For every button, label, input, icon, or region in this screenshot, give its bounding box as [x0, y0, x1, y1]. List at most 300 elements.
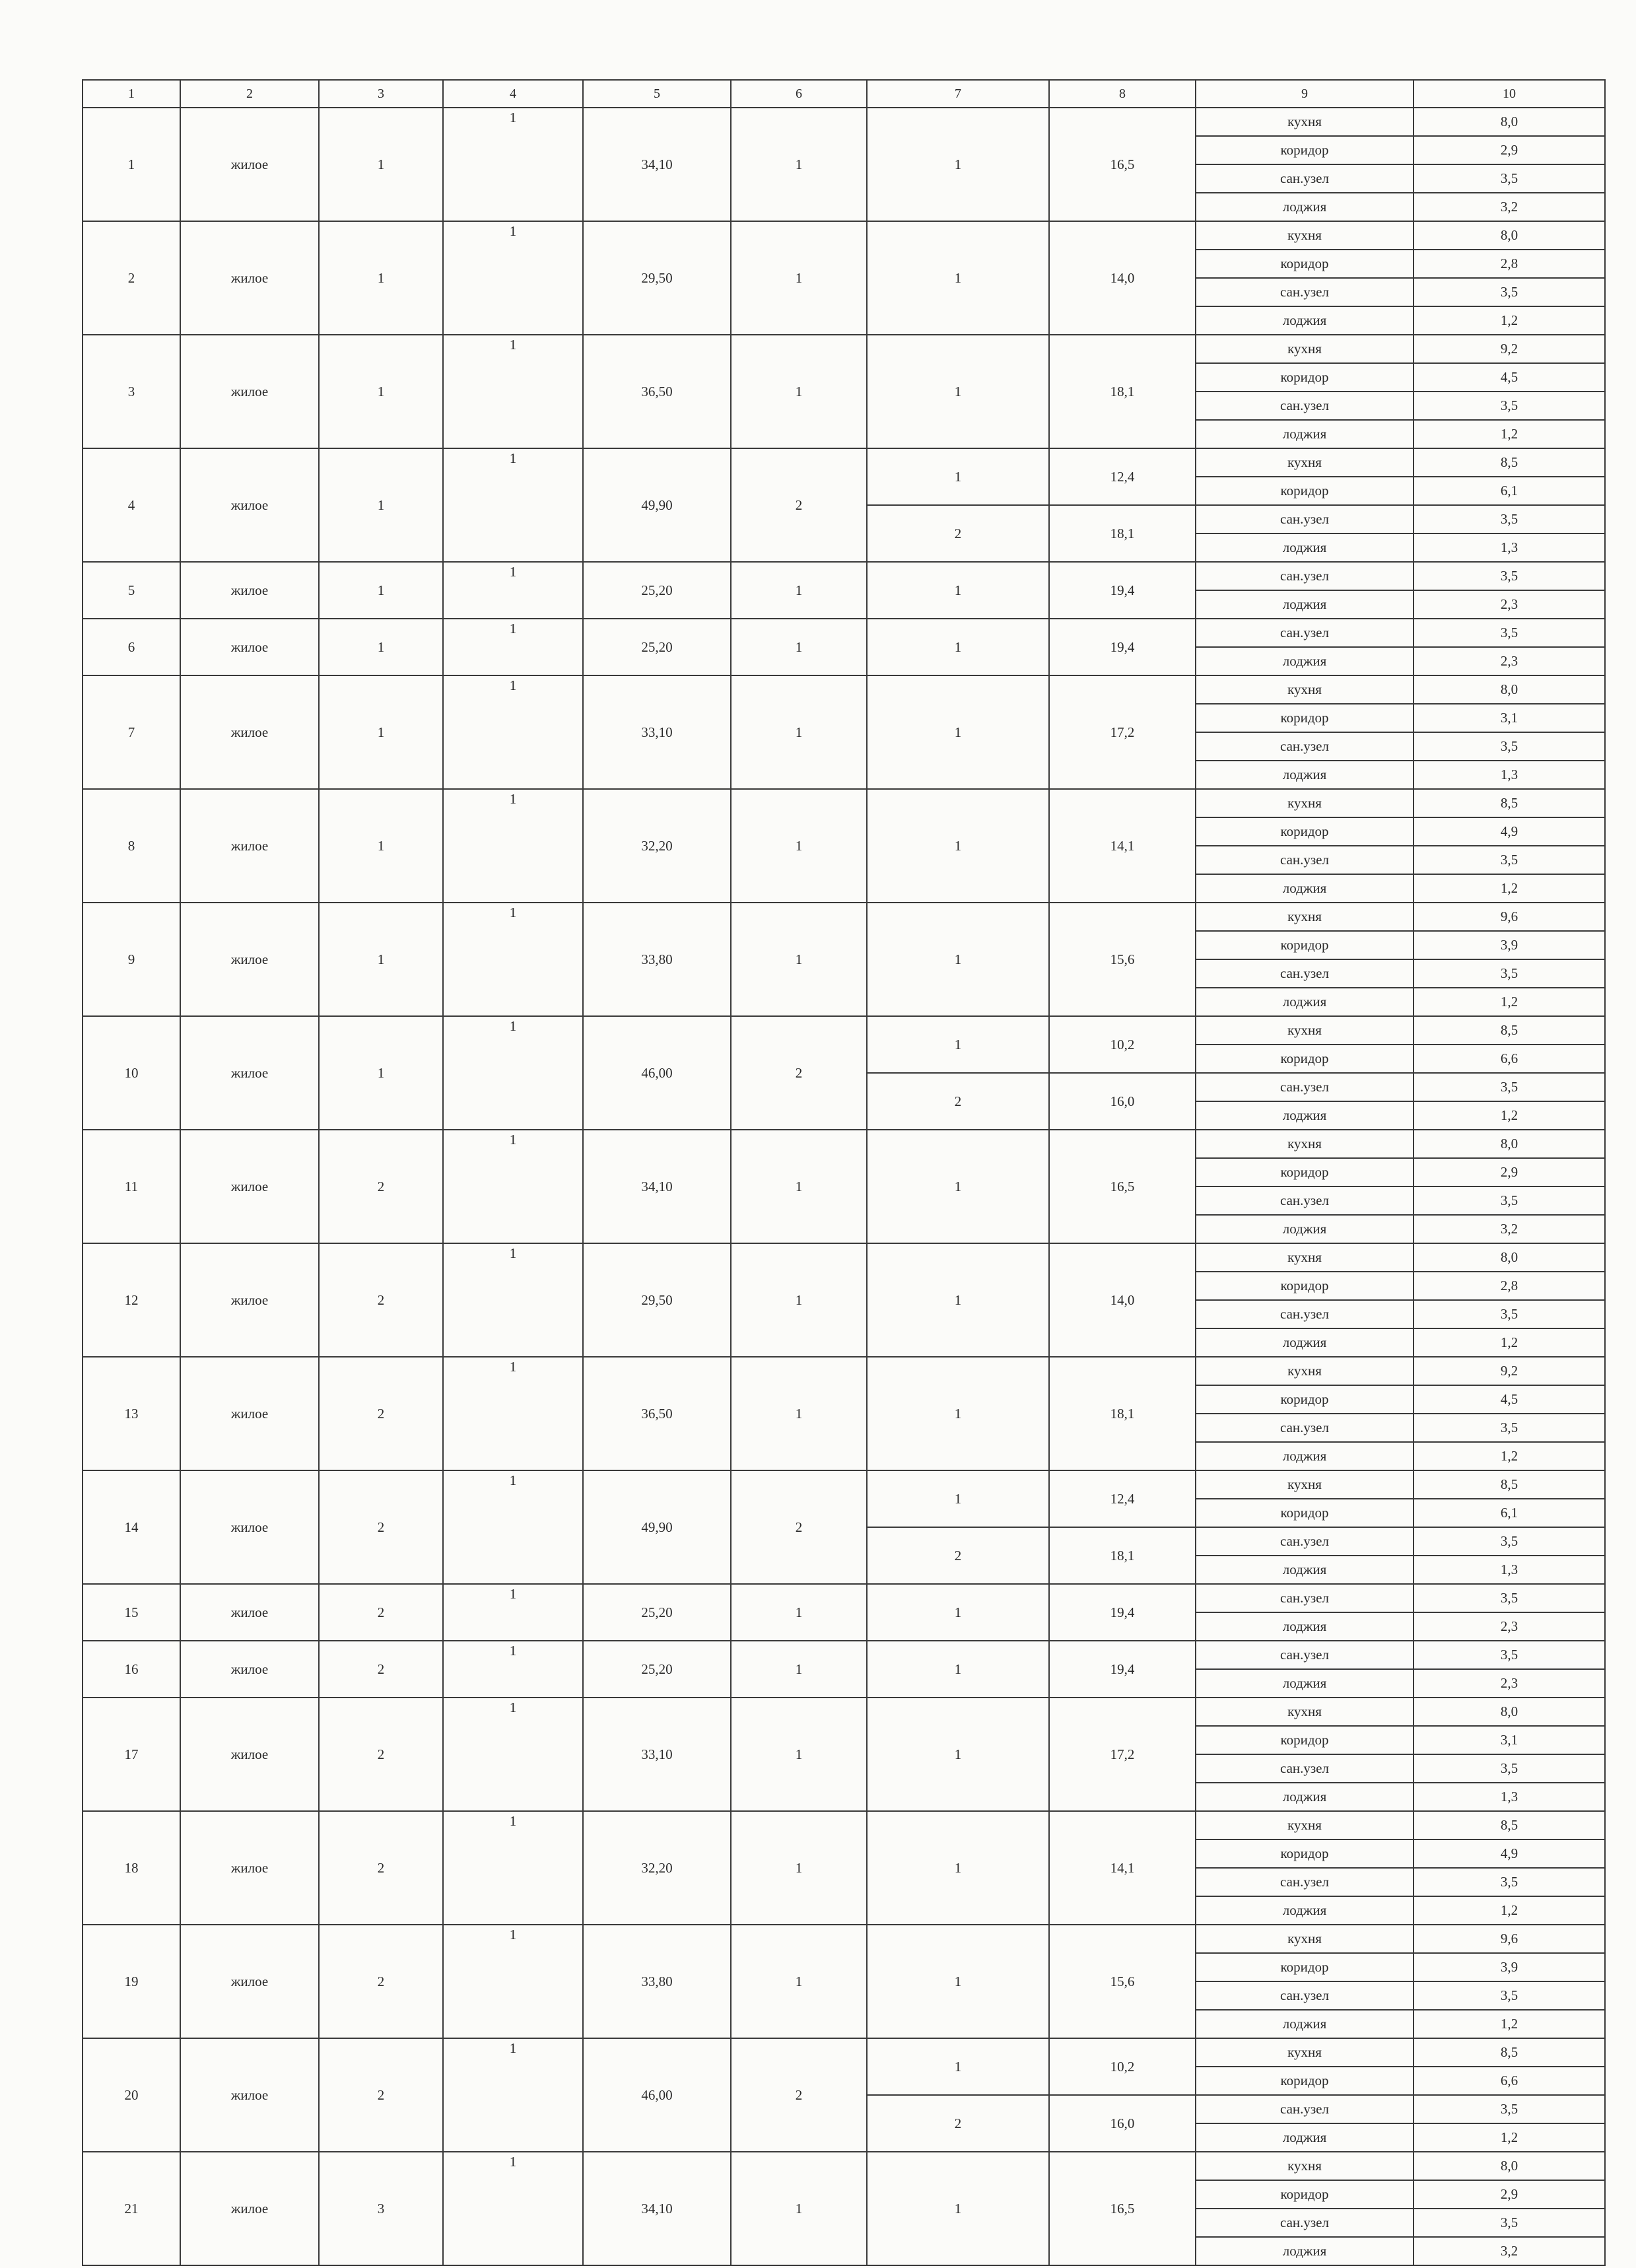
room-area: 19,4 — [1049, 1641, 1196, 1698]
room-number: 1 — [867, 1641, 1049, 1698]
total-area: 49,90 — [583, 1470, 731, 1584]
auxiliary-room-area: 8,0 — [1414, 1698, 1605, 1726]
table-row — [83, 903, 1605, 931]
premises-type: жилое — [180, 562, 319, 619]
apartment-number: 9 — [83, 903, 180, 1016]
room-count: 1 — [731, 221, 867, 335]
auxiliary-room-area: 3,5 — [1414, 1073, 1605, 1101]
room-count: 1 — [731, 1130, 867, 1243]
apartment-number: 5 — [83, 562, 180, 619]
auxiliary-room-name: лоджия — [1196, 1612, 1414, 1641]
table-row — [83, 1130, 1605, 1158]
column-3-value: 1 — [319, 619, 443, 675]
room-number: 1 — [867, 108, 1049, 221]
table-row — [83, 335, 1605, 363]
auxiliary-room-area: 6,6 — [1414, 1045, 1605, 1073]
auxiliary-room-area: 3,9 — [1414, 1953, 1605, 1981]
room-area: 18,1 — [1049, 335, 1196, 448]
auxiliary-room-area: 6,1 — [1414, 477, 1605, 505]
room-number: 1 — [867, 1584, 1049, 1641]
column-4-value: 1 — [443, 1641, 583, 1698]
auxiliary-room-name: лоджия — [1196, 1328, 1414, 1357]
column-4-value: 1 — [443, 1584, 583, 1641]
auxiliary-room-area: 3,9 — [1414, 931, 1605, 959]
auxiliary-room-area: 2,8 — [1414, 1272, 1605, 1300]
apartment-number: 10 — [83, 1016, 180, 1130]
apartment-number: 19 — [83, 1925, 180, 2038]
auxiliary-room-name: кухня — [1196, 1811, 1414, 1839]
auxiliary-room-area: 8,5 — [1414, 448, 1605, 477]
room-count: 1 — [731, 1811, 867, 1925]
auxiliary-room-area: 8,5 — [1414, 1016, 1605, 1045]
auxiliary-room-area: 1,3 — [1414, 1783, 1605, 1811]
auxiliary-room-name: сан.узел — [1196, 846, 1414, 874]
auxiliary-room-name: лоджия — [1196, 1101, 1414, 1130]
auxiliary-room-area: 2,3 — [1414, 1612, 1605, 1641]
apartment-table-sheet — [82, 79, 1604, 2266]
auxiliary-room-area: 3,5 — [1414, 1414, 1605, 1442]
room-area: 16,5 — [1049, 108, 1196, 221]
table-row — [83, 221, 1605, 250]
room-count: 1 — [731, 789, 867, 903]
table-row — [83, 1243, 1605, 1272]
column-3-value: 1 — [319, 448, 443, 562]
total-area: 46,00 — [583, 2038, 731, 2152]
auxiliary-room-area: 3,5 — [1414, 1300, 1605, 1328]
auxiliary-room-area: 3,5 — [1414, 1527, 1605, 1556]
auxiliary-room-name: сан.узел — [1196, 392, 1414, 420]
apartment-number: 20 — [83, 2038, 180, 2152]
room-count: 1 — [731, 1584, 867, 1641]
room-number: 1 — [867, 221, 1049, 335]
auxiliary-room-area: 2,9 — [1414, 1158, 1605, 1186]
room-count: 1 — [731, 619, 867, 675]
column-number-10: 10 — [1414, 80, 1605, 108]
auxiliary-room-area: 3,5 — [1414, 562, 1605, 590]
column-number-7: 7 — [867, 80, 1049, 108]
auxiliary-room-area: 9,6 — [1414, 1925, 1605, 1953]
auxiliary-room-area: 4,5 — [1414, 1385, 1605, 1414]
premises-type: жилое — [180, 675, 319, 789]
table-row — [83, 1584, 1605, 1612]
table-row — [83, 1641, 1605, 1669]
auxiliary-room-area: 1,3 — [1414, 761, 1605, 789]
total-area: 29,50 — [583, 221, 731, 335]
column-3-value: 2 — [319, 2038, 443, 2152]
auxiliary-room-name: лоджия — [1196, 1783, 1414, 1811]
auxiliary-room-name: кухня — [1196, 448, 1414, 477]
auxiliary-room-name: коридор — [1196, 2180, 1414, 2209]
apartment-number: 21 — [83, 2152, 180, 2265]
premises-type: жилое — [180, 335, 319, 448]
total-area: 25,20 — [583, 1584, 731, 1641]
auxiliary-room-name: лоджия — [1196, 1215, 1414, 1243]
premises-type: жилое — [180, 221, 319, 335]
auxiliary-room-name: кухня — [1196, 903, 1414, 931]
auxiliary-room-name: сан.узел — [1196, 732, 1414, 761]
auxiliary-room-area: 1,2 — [1414, 2123, 1605, 2152]
room-number: 1 — [867, 1698, 1049, 1811]
total-area: 34,10 — [583, 2152, 731, 2265]
auxiliary-room-name: коридор — [1196, 1499, 1414, 1527]
total-area: 36,50 — [583, 335, 731, 448]
auxiliary-room-name: лоджия — [1196, 1442, 1414, 1470]
auxiliary-room-name: коридор — [1196, 1953, 1414, 1981]
auxiliary-room-name: кухня — [1196, 1470, 1414, 1499]
total-area: 32,20 — [583, 1811, 731, 1925]
room-number: 2 — [867, 1073, 1049, 1130]
column-3-value: 3 — [319, 2152, 443, 2265]
column-3-value: 1 — [319, 562, 443, 619]
apartment-number: 3 — [83, 335, 180, 448]
auxiliary-room-name: кухня — [1196, 1357, 1414, 1385]
apartment-number: 7 — [83, 675, 180, 789]
room-number: 1 — [867, 1130, 1049, 1243]
room-count: 2 — [731, 448, 867, 562]
auxiliary-room-area: 3,5 — [1414, 1641, 1605, 1669]
premises-type: жилое — [180, 448, 319, 562]
room-number: 1 — [867, 1925, 1049, 2038]
room-number: 1 — [867, 562, 1049, 619]
room-area: 14,1 — [1049, 789, 1196, 903]
room-number: 1 — [867, 335, 1049, 448]
auxiliary-room-area: 1,2 — [1414, 1101, 1605, 1130]
total-area: 49,90 — [583, 448, 731, 562]
column-number-8: 8 — [1049, 80, 1196, 108]
auxiliary-room-area: 3,5 — [1414, 164, 1605, 193]
room-area: 14,0 — [1049, 221, 1196, 335]
room-count: 2 — [731, 2038, 867, 2152]
total-area: 33,80 — [583, 903, 731, 1016]
auxiliary-room-area: 3,1 — [1414, 704, 1605, 732]
auxiliary-room-name: лоджия — [1196, 1556, 1414, 1584]
apartment-number: 14 — [83, 1470, 180, 1584]
auxiliary-room-name: сан.узел — [1196, 505, 1414, 533]
apartment-number: 8 — [83, 789, 180, 903]
auxiliary-room-area: 4,9 — [1414, 817, 1605, 846]
room-area: 15,6 — [1049, 903, 1196, 1016]
total-area: 46,00 — [583, 1016, 731, 1130]
auxiliary-room-name: лоджия — [1196, 988, 1414, 1016]
auxiliary-room-name: коридор — [1196, 136, 1414, 164]
room-count: 1 — [731, 562, 867, 619]
auxiliary-room-area: 1,2 — [1414, 306, 1605, 335]
auxiliary-room-name: кухня — [1196, 1243, 1414, 1272]
auxiliary-room-name: лоджия — [1196, 761, 1414, 789]
column-4-value: 1 — [443, 1357, 583, 1470]
auxiliary-room-name: коридор — [1196, 1385, 1414, 1414]
room-number: 2 — [867, 2095, 1049, 2152]
total-area: 25,20 — [583, 562, 731, 619]
column-4-value: 1 — [443, 562, 583, 619]
auxiliary-room-area: 2,3 — [1414, 590, 1605, 619]
column-4-value: 1 — [443, 1243, 583, 1357]
room-count: 1 — [731, 675, 867, 789]
room-number: 1 — [867, 448, 1049, 505]
auxiliary-room-name: коридор — [1196, 1272, 1414, 1300]
auxiliary-room-area: 3,5 — [1414, 2095, 1605, 2123]
premises-type: жилое — [180, 1584, 319, 1641]
room-count: 1 — [731, 1357, 867, 1470]
room-count: 1 — [731, 1698, 867, 1811]
premises-type: жилое — [180, 619, 319, 675]
column-3-value: 1 — [319, 108, 443, 221]
apartment-number: 15 — [83, 1584, 180, 1641]
auxiliary-room-area: 1,2 — [1414, 1442, 1605, 1470]
auxiliary-room-area: 1,2 — [1414, 420, 1605, 448]
premises-type: жилое — [180, 108, 319, 221]
total-area: 33,80 — [583, 1925, 731, 2038]
room-area: 10,2 — [1049, 2038, 1196, 2095]
column-3-value: 1 — [319, 1016, 443, 1130]
column-number-1: 1 — [83, 80, 180, 108]
auxiliary-room-area: 3,5 — [1414, 1981, 1605, 2010]
column-4-value: 1 — [443, 108, 583, 221]
auxiliary-room-area: 2,9 — [1414, 136, 1605, 164]
auxiliary-room-name: сан.узел — [1196, 1527, 1414, 1556]
total-area: 33,10 — [583, 1698, 731, 1811]
premises-type: жилое — [180, 1811, 319, 1925]
auxiliary-room-name: кухня — [1196, 221, 1414, 250]
room-count: 1 — [731, 2152, 867, 2265]
room-count: 1 — [731, 1641, 867, 1698]
auxiliary-room-area: 3,5 — [1414, 1754, 1605, 1783]
room-area: 14,0 — [1049, 1243, 1196, 1357]
auxiliary-room-name: лоджия — [1196, 420, 1414, 448]
auxiliary-room-area: 1,3 — [1414, 533, 1605, 562]
auxiliary-room-area: 3,5 — [1414, 278, 1605, 306]
room-number: 1 — [867, 619, 1049, 675]
column-3-value: 1 — [319, 789, 443, 903]
auxiliary-room-area: 3,5 — [1414, 1868, 1605, 1896]
column-3-value: 2 — [319, 1925, 443, 2038]
auxiliary-room-name: лоджия — [1196, 193, 1414, 221]
table-row — [83, 2038, 1605, 2067]
room-area: 19,4 — [1049, 1584, 1196, 1641]
auxiliary-room-area: 8,5 — [1414, 1811, 1605, 1839]
column-3-value: 2 — [319, 1357, 443, 1470]
auxiliary-room-name: коридор — [1196, 1158, 1414, 1186]
auxiliary-room-area: 1,2 — [1414, 2010, 1605, 2038]
auxiliary-room-name: сан.узел — [1196, 164, 1414, 193]
table-row — [83, 1470, 1605, 1499]
auxiliary-room-area: 3,5 — [1414, 619, 1605, 647]
column-number-4: 4 — [443, 80, 583, 108]
auxiliary-room-area: 2,3 — [1414, 647, 1605, 675]
column-4-value: 1 — [443, 619, 583, 675]
auxiliary-room-name: лоджия — [1196, 2010, 1414, 2038]
room-number: 1 — [867, 1811, 1049, 1925]
room-area: 18,1 — [1049, 1357, 1196, 1470]
auxiliary-room-name: сан.узел — [1196, 1186, 1414, 1215]
column-4-value: 1 — [443, 1811, 583, 1925]
table-row — [83, 562, 1605, 590]
room-number: 1 — [867, 1470, 1049, 1527]
auxiliary-room-name: лоджия — [1196, 2123, 1414, 2152]
auxiliary-room-area: 4,5 — [1414, 363, 1605, 392]
table-row — [83, 1698, 1605, 1726]
auxiliary-room-name: лоджия — [1196, 533, 1414, 562]
column-4-value: 1 — [443, 1016, 583, 1130]
auxiliary-room-area: 1,3 — [1414, 1556, 1605, 1584]
room-area: 19,4 — [1049, 619, 1196, 675]
auxiliary-room-name: сан.узел — [1196, 2095, 1414, 2123]
total-area: 34,10 — [583, 1130, 731, 1243]
apartment-number: 17 — [83, 1698, 180, 1811]
auxiliary-room-name: коридор — [1196, 250, 1414, 278]
auxiliary-room-area: 1,2 — [1414, 1328, 1605, 1357]
premises-type: жилое — [180, 789, 319, 903]
column-4-value: 1 — [443, 2038, 583, 2152]
room-area: 16,5 — [1049, 2152, 1196, 2265]
column-number-9: 9 — [1196, 80, 1414, 108]
auxiliary-room-name: лоджия — [1196, 647, 1414, 675]
column-3-value: 2 — [319, 1243, 443, 1357]
auxiliary-room-name: коридор — [1196, 1726, 1414, 1754]
column-4-value: 1 — [443, 221, 583, 335]
table-row — [83, 1357, 1605, 1385]
auxiliary-room-area: 8,5 — [1414, 1470, 1605, 1499]
auxiliary-room-area: 2,9 — [1414, 2180, 1605, 2209]
auxiliary-room-name: лоджия — [1196, 874, 1414, 903]
column-4-value: 1 — [443, 335, 583, 448]
auxiliary-room-name: кухня — [1196, 1925, 1414, 1953]
column-3-value: 2 — [319, 1811, 443, 1925]
table-row — [83, 2152, 1605, 2180]
auxiliary-room-area: 3,1 — [1414, 1726, 1605, 1754]
column-4-value: 1 — [443, 789, 583, 903]
auxiliary-room-area: 3,5 — [1414, 2209, 1605, 2237]
column-4-value: 1 — [443, 1698, 583, 1811]
auxiliary-room-name: сан.узел — [1196, 1641, 1414, 1669]
auxiliary-room-area: 1,2 — [1414, 1896, 1605, 1925]
room-area: 17,2 — [1049, 1698, 1196, 1811]
auxiliary-room-name: сан.узел — [1196, 1981, 1414, 2010]
column-3-value: 1 — [319, 221, 443, 335]
apartment-number: 2 — [83, 221, 180, 335]
room-count: 2 — [731, 1470, 867, 1584]
auxiliary-room-name: сан.узел — [1196, 562, 1414, 590]
room-number: 1 — [867, 2038, 1049, 2095]
auxiliary-room-name: сан.узел — [1196, 2209, 1414, 2237]
room-area: 16,0 — [1049, 2095, 1196, 2152]
total-area: 25,20 — [583, 619, 731, 675]
auxiliary-room-name: сан.узел — [1196, 278, 1414, 306]
column-number-3: 3 — [319, 80, 443, 108]
apartment-number: 18 — [83, 1811, 180, 1925]
premises-type: жилое — [180, 1925, 319, 2038]
auxiliary-room-name: кухня — [1196, 789, 1414, 817]
room-number: 1 — [867, 675, 1049, 789]
auxiliary-room-name: сан.узел — [1196, 1868, 1414, 1896]
table-body — [83, 80, 1605, 2265]
auxiliary-room-name: коридор — [1196, 704, 1414, 732]
auxiliary-room-name: коридор — [1196, 1045, 1414, 1073]
auxiliary-room-area: 3,5 — [1414, 392, 1605, 420]
auxiliary-room-name: кухня — [1196, 1130, 1414, 1158]
premises-type: жилое — [180, 1016, 319, 1130]
room-count: 1 — [731, 108, 867, 221]
table-row — [83, 789, 1605, 817]
table-row — [83, 448, 1605, 477]
apartment-number: 16 — [83, 1641, 180, 1698]
auxiliary-room-area: 3,2 — [1414, 193, 1605, 221]
auxiliary-room-area: 3,5 — [1414, 1584, 1605, 1612]
column-4-value: 1 — [443, 1470, 583, 1584]
room-area: 18,1 — [1049, 505, 1196, 562]
auxiliary-room-area: 1,2 — [1414, 874, 1605, 903]
auxiliary-room-name: сан.узел — [1196, 1300, 1414, 1328]
apartment-number: 12 — [83, 1243, 180, 1357]
auxiliary-room-area: 8,0 — [1414, 2152, 1605, 2180]
auxiliary-room-area: 3,5 — [1414, 1186, 1605, 1215]
auxiliary-room-area: 4,9 — [1414, 1839, 1605, 1868]
table-row — [83, 108, 1605, 136]
room-count: 1 — [731, 335, 867, 448]
auxiliary-room-area: 8,0 — [1414, 675, 1605, 704]
auxiliary-room-name: коридор — [1196, 477, 1414, 505]
auxiliary-room-area: 8,0 — [1414, 108, 1605, 136]
apartment-number: 13 — [83, 1357, 180, 1470]
auxiliary-room-name: кухня — [1196, 1016, 1414, 1045]
auxiliary-room-name: коридор — [1196, 931, 1414, 959]
room-area: 10,2 — [1049, 1016, 1196, 1073]
column-4-value: 1 — [443, 1925, 583, 2038]
auxiliary-room-name: сан.узел — [1196, 1754, 1414, 1783]
auxiliary-room-area: 6,1 — [1414, 1499, 1605, 1527]
column-number-row — [83, 80, 1605, 108]
room-number: 2 — [867, 1527, 1049, 1584]
auxiliary-room-area: 2,3 — [1414, 1669, 1605, 1698]
auxiliary-room-area: 6,6 — [1414, 2067, 1605, 2095]
column-3-value: 2 — [319, 1470, 443, 1584]
auxiliary-room-area: 3,5 — [1414, 846, 1605, 874]
total-area: 29,50 — [583, 1243, 731, 1357]
auxiliary-room-area: 3,2 — [1414, 2237, 1605, 2265]
auxiliary-room-area: 9,2 — [1414, 335, 1605, 363]
total-area: 36,50 — [583, 1357, 731, 1470]
total-area: 34,10 — [583, 108, 731, 221]
auxiliary-room-area: 3,5 — [1414, 959, 1605, 988]
room-number: 1 — [867, 1243, 1049, 1357]
auxiliary-room-name: кухня — [1196, 675, 1414, 704]
auxiliary-room-area: 3,5 — [1414, 505, 1605, 533]
auxiliary-room-area: 1,2 — [1414, 988, 1605, 1016]
premises-type: жилое — [180, 1698, 319, 1811]
auxiliary-room-name: сан.узел — [1196, 1414, 1414, 1442]
premises-type: жилое — [180, 1641, 319, 1698]
auxiliary-room-name: кухня — [1196, 1698, 1414, 1726]
total-area: 25,20 — [583, 1641, 731, 1698]
table-row — [83, 1925, 1605, 1953]
room-area: 15,6 — [1049, 1925, 1196, 2038]
column-4-value: 1 — [443, 1130, 583, 1243]
auxiliary-room-area: 8,5 — [1414, 789, 1605, 817]
room-number: 1 — [867, 2152, 1049, 2265]
room-count: 1 — [731, 1243, 867, 1357]
total-area: 33,10 — [583, 675, 731, 789]
column-4-value: 1 — [443, 448, 583, 562]
room-area: 16,5 — [1049, 1130, 1196, 1243]
column-4-value: 1 — [443, 903, 583, 1016]
auxiliary-room-name: коридор — [1196, 363, 1414, 392]
auxiliary-room-name: кухня — [1196, 2152, 1414, 2180]
column-number-6: 6 — [731, 80, 867, 108]
column-4-value: 1 — [443, 675, 583, 789]
auxiliary-room-area: 2,8 — [1414, 250, 1605, 278]
apartment-table — [82, 79, 1606, 2266]
room-number: 1 — [867, 1016, 1049, 1073]
